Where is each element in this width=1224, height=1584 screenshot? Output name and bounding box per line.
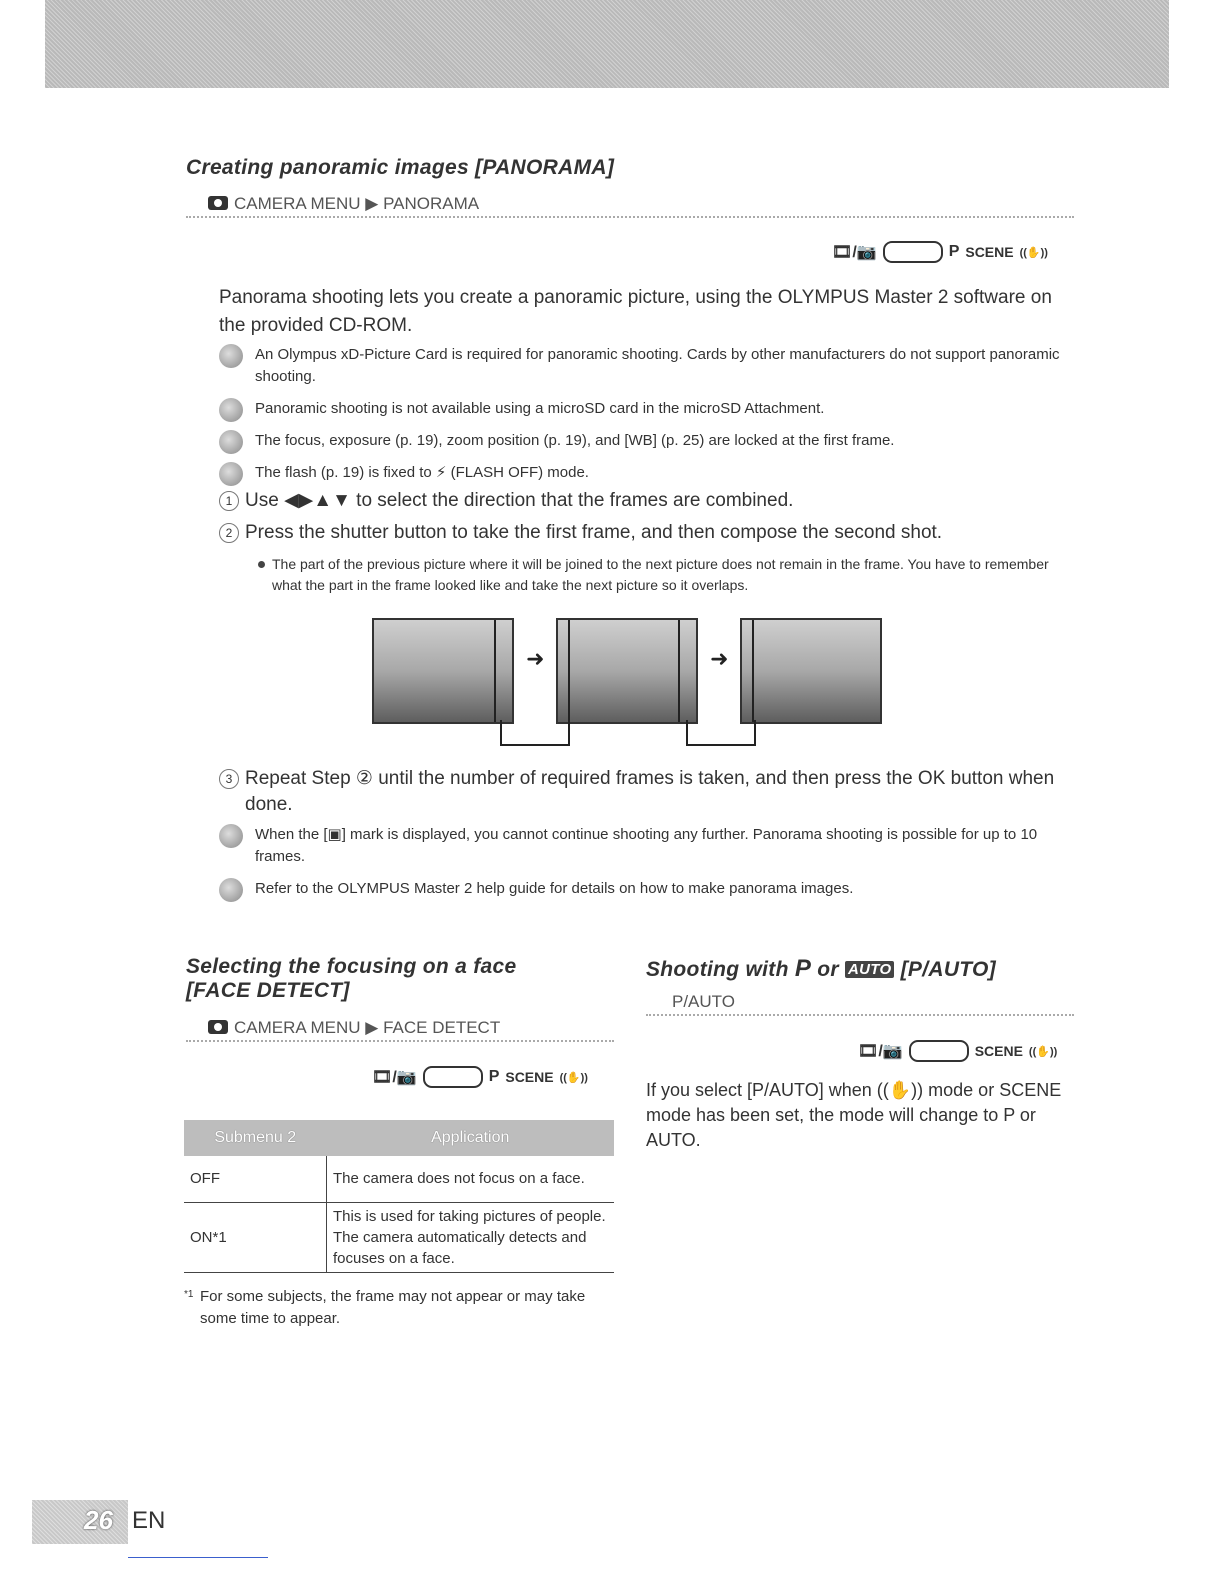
step-number: 3 xyxy=(219,769,239,789)
note-item: Panoramic shooting is not available using a microSD card in the microSD Attachment. xyxy=(219,398,1091,420)
step-2: 2 Press the shutter button to take the first frame, and then compose the second shot. xyxy=(219,520,1105,546)
movie-camera-icon: 🎞/📷 xyxy=(858,1043,903,1060)
mode-indicators-face xyxy=(372,1066,588,1088)
section-title-pauto: Shooting with P or AUTO [P/AUTO] xyxy=(646,955,996,982)
note-icon xyxy=(219,824,243,848)
note-item: Refer to the OLYMPUS Master 2 help guide for details on how to make panorama images. xyxy=(219,878,1091,900)
step-number: 2 xyxy=(219,523,239,543)
mode-scene: SCENE xyxy=(965,244,1014,260)
step-3: 3 Repeat Step ② until the number of required frames is taken, and then press the OK button when done. xyxy=(219,766,1065,818)
section-title-face-detect: Selecting the focusing on a face [FACE DETECT] xyxy=(186,955,517,1002)
step-number: 1 xyxy=(219,491,239,511)
image-stabilizer-icon: ((✋)) xyxy=(1028,1045,1058,1058)
note-icon xyxy=(219,462,243,486)
page-number: 26 xyxy=(84,1505,113,1535)
arrow-right-icon: ➜ xyxy=(526,646,545,671)
step-2-bullet: The part of the previous picture where it will be joined to the next picture does not remain in the frame. You have to remember what the part in the frame looked like and take the next picture so it overlaps. xyxy=(256,554,1082,596)
note-icon xyxy=(219,430,243,454)
camera-icon xyxy=(208,1020,228,1034)
face-detect-table xyxy=(184,1120,614,1273)
table-header: Application xyxy=(327,1120,615,1156)
table-cell-submenu: ON*1 xyxy=(184,1202,327,1272)
page-number-box xyxy=(32,1500,128,1544)
menu-path-panorama: CAMERA MENU ▶ PANORAMA xyxy=(186,192,1074,218)
table-cell-application: The camera does not focus on a face. xyxy=(327,1156,615,1202)
footer-rule xyxy=(128,1557,268,1558)
header-band xyxy=(45,0,1169,88)
overlap-bracket xyxy=(686,720,756,746)
image-stabilizer-icon: ((✋)) xyxy=(1019,246,1048,259)
mode-indicators-panorama xyxy=(832,241,1048,263)
page-language: EN xyxy=(132,1507,166,1534)
panorama-frame-1 xyxy=(372,618,514,724)
note-icon xyxy=(219,344,243,368)
mode-dial-icon xyxy=(883,241,943,263)
note-item: An Olympus xD-Picture Card is required for panoramic shooting. Cards by other manufacturers do not support panoramic shooting. xyxy=(219,344,1091,388)
panorama-frame-3 xyxy=(740,618,882,724)
table-row xyxy=(184,1202,614,1272)
mode-p: P xyxy=(948,243,960,260)
table-cell-submenu: OFF xyxy=(184,1156,327,1202)
step-1: 1 Use ◀▶▲▼ to select the direction that the frames are combined. xyxy=(219,488,1105,514)
mode-indicators-pauto xyxy=(858,1040,1057,1062)
movie-camera-icon: 🎞/📷 xyxy=(832,244,877,261)
mode-scene: SCENE xyxy=(974,1043,1023,1059)
image-stabilizer-icon: ((✋)) xyxy=(559,1071,588,1084)
note-item: The flash (p. 19) is fixed to ⚡ (FLASH OFF) mode. xyxy=(219,462,1091,484)
camera-icon xyxy=(208,196,228,210)
table-header-row xyxy=(184,1120,614,1156)
table-header: Submenu 2 xyxy=(184,1120,327,1156)
mode-p: P xyxy=(488,1068,500,1085)
note-icon xyxy=(219,878,243,902)
note-item: The focus, exposure (p. 19), zoom position (p. 19), and [WB] (p. 25) are locked at the first frame. xyxy=(219,430,1091,452)
note-icon xyxy=(219,398,243,422)
section-title-panorama: Creating panoramic images [PANORAMA] xyxy=(186,156,615,179)
note-item: When the [▣] mark is displayed, you cannot continue shooting any further. Panorama shooting is possible for up to 10 frames. xyxy=(219,824,1091,868)
panorama-frame-2 xyxy=(556,618,698,724)
overlap-bracket xyxy=(500,720,570,746)
movie-camera-icon: 🎞/📷 xyxy=(372,1069,417,1086)
footnote: *1 For some subjects, the frame may not appear or may take some time to appear. xyxy=(184,1288,586,1327)
mode-scene: SCENE xyxy=(505,1069,554,1085)
arrow-right-icon: ➜ xyxy=(710,646,729,671)
pauto-body: If you select [P/AUTO] when ((✋)) mode or SCENE mode has been set, the mode will change to P or AUTO. xyxy=(646,1080,1062,1150)
menu-path-pauto: P/AUTO xyxy=(646,990,1074,1016)
panorama-intro: Panorama shooting lets you create a panoramic picture, using the OLYMPUS Master 2 software on the provided CD-ROM. xyxy=(219,287,1052,336)
menu-path-face-detect: CAMERA MENU ▶ FACE DETECT xyxy=(186,1016,614,1042)
table-row xyxy=(184,1156,614,1202)
mode-dial-icon xyxy=(423,1066,483,1088)
table-cell-application: This is used for taking pictures of people. The camera automatically detects and focuses on a face. xyxy=(327,1202,615,1272)
auto-mode-icon: AUTO xyxy=(845,961,894,978)
mode-dial-icon xyxy=(909,1040,969,1062)
